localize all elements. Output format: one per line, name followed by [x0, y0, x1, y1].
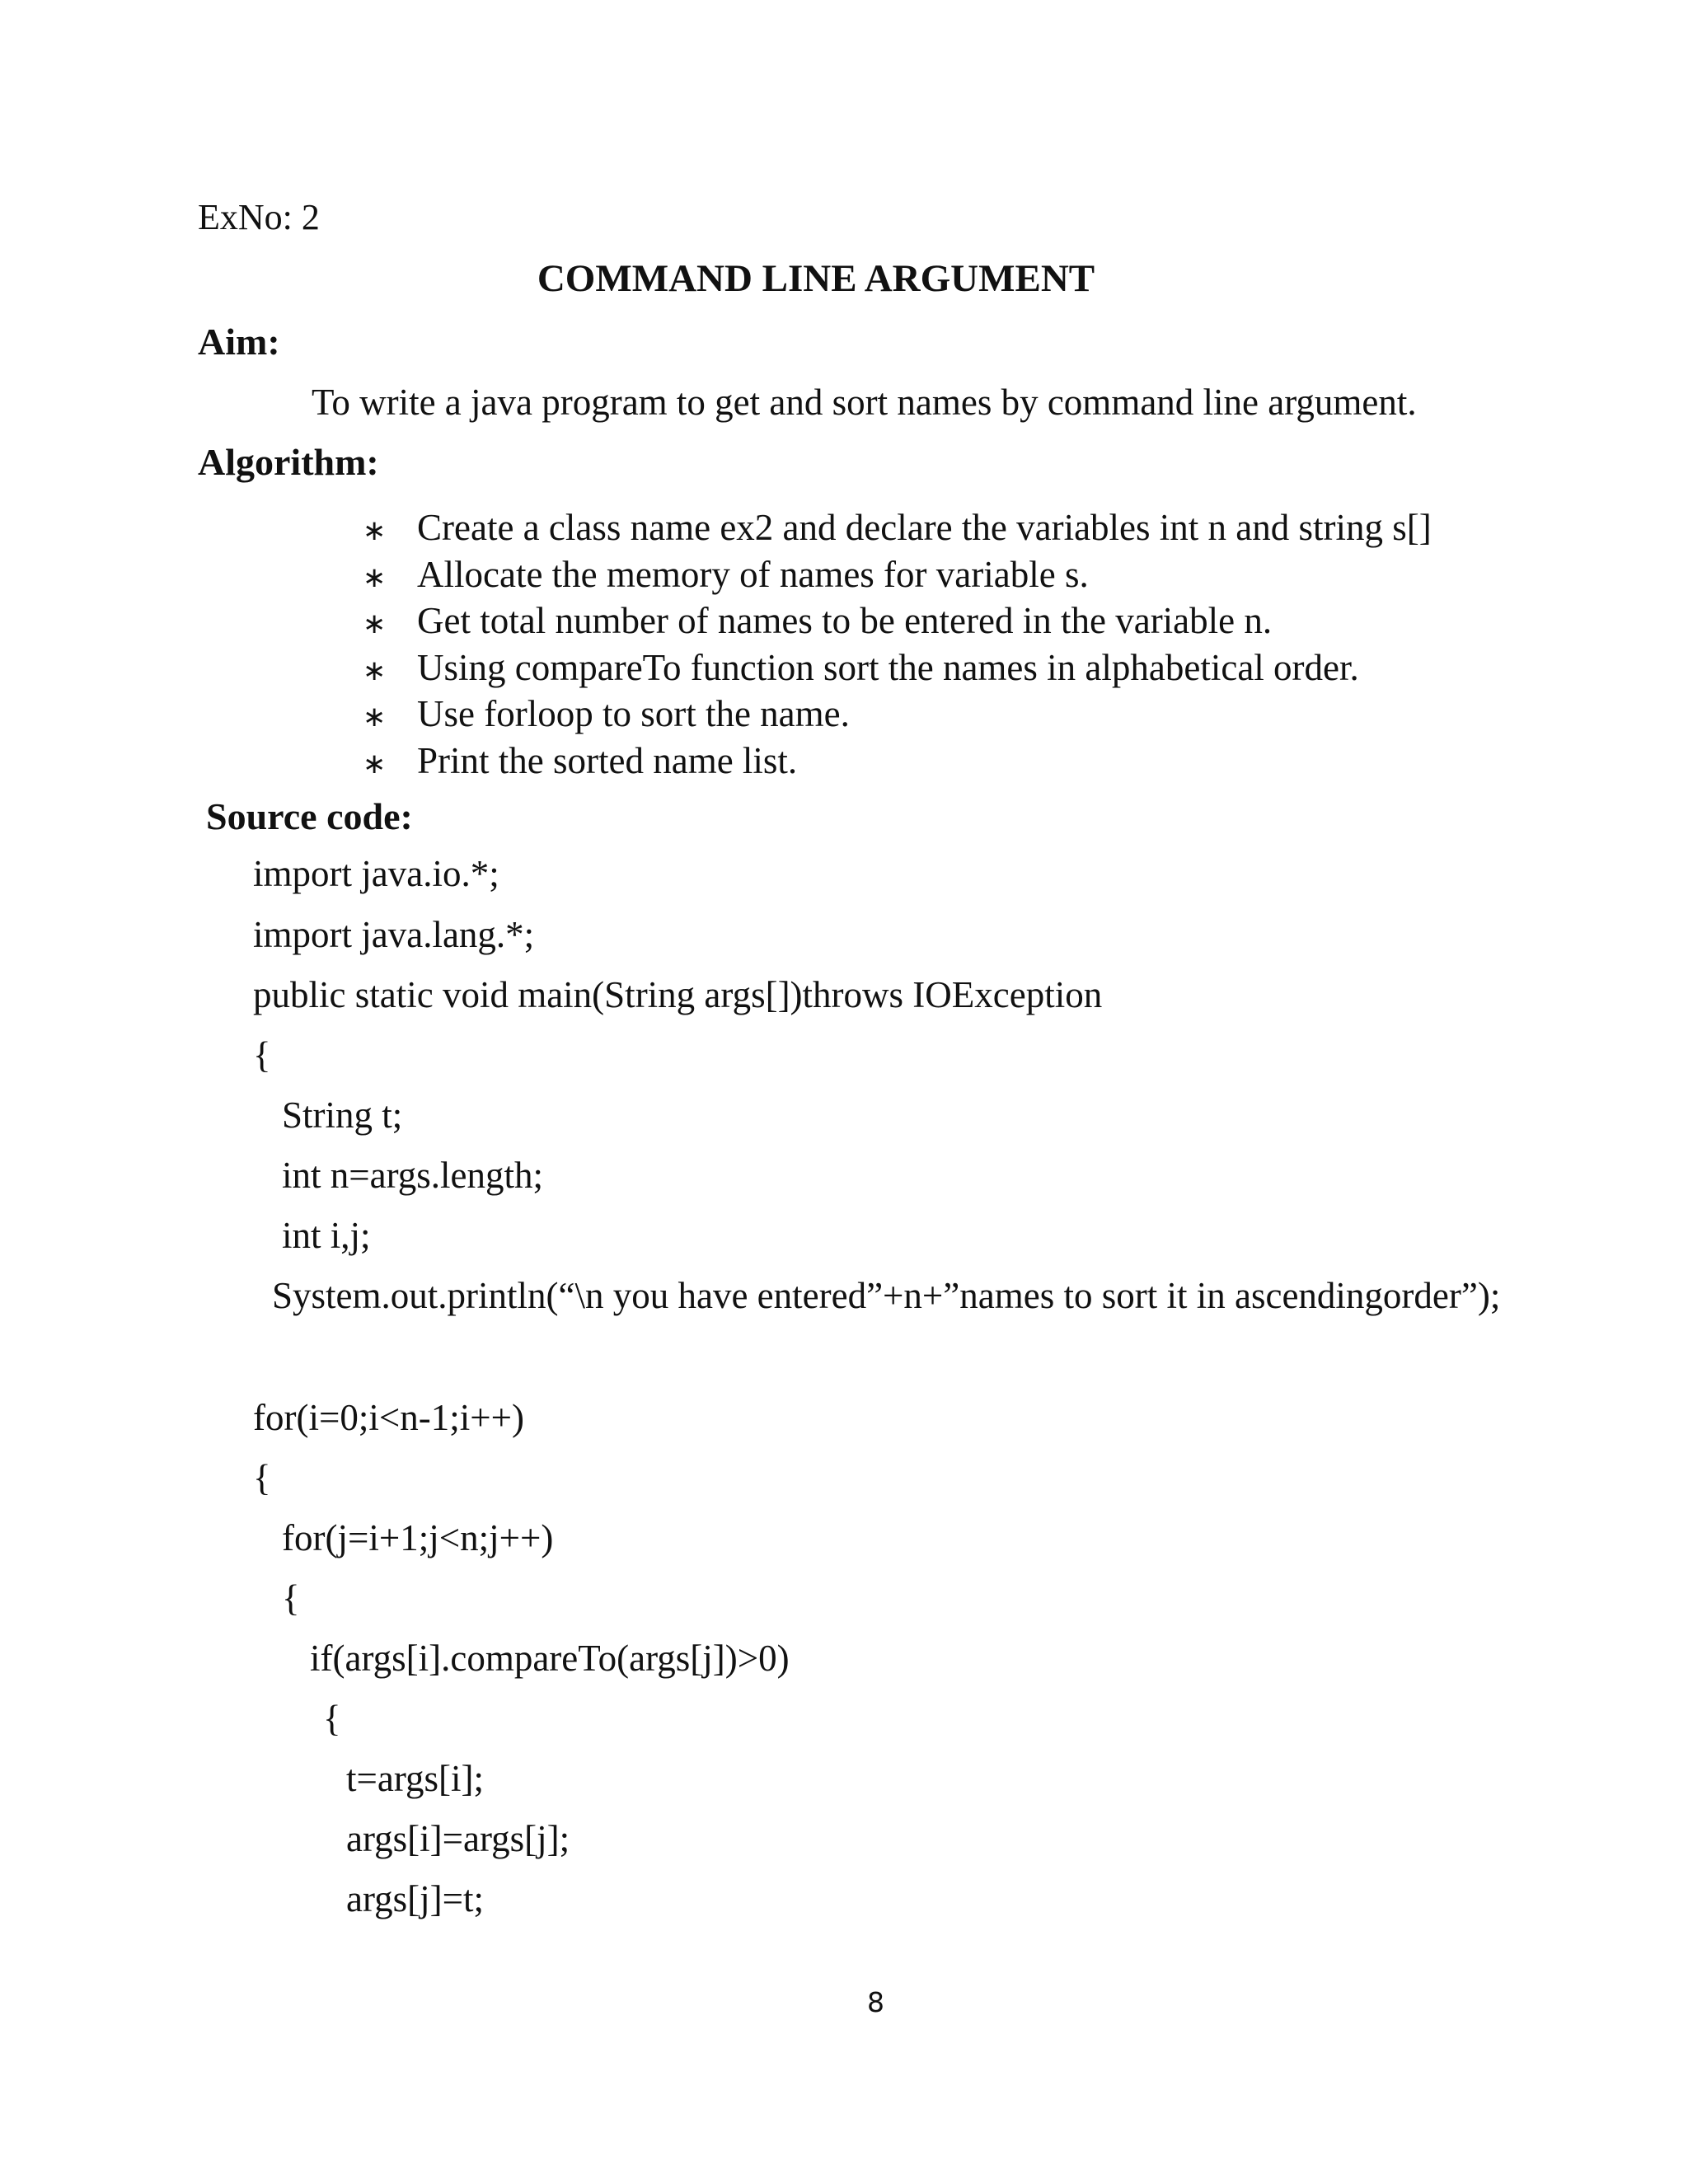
- algorithm-heading: Algorithm:: [198, 441, 379, 483]
- code-line: {: [253, 1457, 271, 1498]
- algorithm-step: [363, 738, 1432, 785]
- code-line: public static void main(String args[])throws IOException: [253, 974, 1103, 1015]
- asterisk-bullet-icon: ∗: [363, 701, 387, 734]
- code-line: args[i]=args[j];: [346, 1818, 570, 1859]
- code-line: {: [282, 1577, 300, 1619]
- code-line: if(args[i].compareTo(args[j])>0): [310, 1638, 790, 1679]
- algorithm-step-text: Print the sorted name list.: [417, 739, 798, 781]
- algorithm-step-text: Allocate the memory of names for variable s.: [417, 553, 1089, 595]
- aim-text: To write a java program to get and sort names by command line argument.: [312, 382, 1417, 423]
- algorithm-step: [363, 644, 1432, 691]
- code-line: int i,j;: [282, 1215, 371, 1256]
- code-line: int n=args.length;: [282, 1155, 544, 1196]
- asterisk-bullet-icon: ∗: [363, 654, 387, 687]
- code-line: {: [323, 1698, 341, 1739]
- exercise-number: ExNo: 2: [198, 197, 320, 237]
- code-line: import java.lang.*;: [253, 914, 535, 955]
- asterisk-bullet-icon: ∗: [363, 514, 387, 548]
- code-line: for(i=0;i<n-1;i++): [253, 1397, 524, 1438]
- code-line: String t;: [282, 1094, 403, 1136]
- asterisk-bullet-icon: ∗: [363, 607, 387, 641]
- page-title: COMMAND LINE ARGUMENT: [537, 257, 1095, 300]
- page-number: 8: [867, 1986, 884, 2018]
- algorithm-step-text: Using compareTo function sort the names in alphabetical order.: [417, 646, 1359, 688]
- algorithm-step-text: Create a class name ex2 and declare the variables int n and string s[]: [417, 507, 1432, 548]
- code-line: for(j=i+1;j<n;j++): [282, 1517, 554, 1558]
- aim-heading: Aim:: [198, 321, 280, 363]
- code-line: System.out.println(“\n you have entered”+n+”names to sort it in ascendingorder”);: [272, 1275, 1501, 1316]
- asterisk-bullet-icon: ∗: [363, 747, 387, 780]
- source-code-heading: Source code:: [206, 795, 413, 837]
- algorithm-step: [363, 691, 1432, 738]
- code-line: t=args[i];: [346, 1758, 485, 1799]
- algorithm-step: [363, 504, 1432, 551]
- code-line: import java.io.*;: [253, 853, 499, 894]
- code-line: {: [253, 1034, 271, 1076]
- algorithm-step-text: Get total number of names to be entered in the variable n.: [417, 600, 1273, 641]
- algorithm-step-text: Use forloop to sort the name.: [417, 693, 850, 734]
- algorithm-step: [363, 551, 1432, 598]
- code-line: args[j]=t;: [346, 1878, 485, 1919]
- asterisk-bullet-icon: ∗: [363, 560, 387, 594]
- algorithm-list: [363, 504, 1432, 784]
- algorithm-step: [363, 598, 1432, 644]
